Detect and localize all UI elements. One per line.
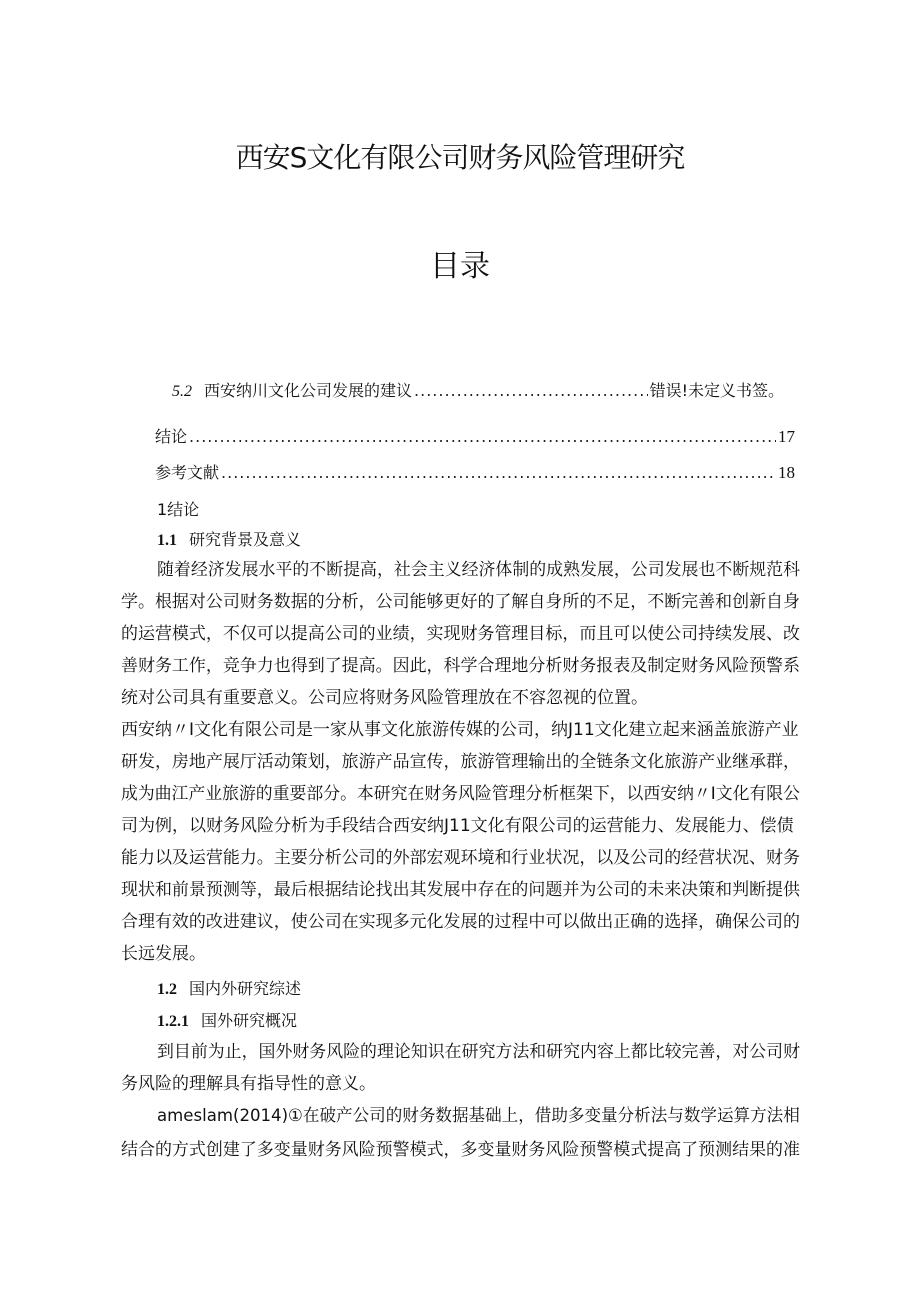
toc-entry[interactable] [155,460,795,483]
toc-entry[interactable] [172,378,784,401]
section-title: 研究背景及意义 [189,530,302,549]
toc-entry-label: 西安纳川文化公司发展的建议 [204,381,413,400]
toc-leader-dots [221,463,776,482]
paragraph-line: 能力以及运营能力。主要分析公司的外部宏观环境和行业状况，以及公司的经营状况、财务 [121,848,800,868]
paragraph-line: 长远发展。 [121,944,206,964]
paragraph-line: 现状和前景预测等，最后根据结论找出其发展中存在的问题并为公司的未来决策和判断提供 [121,880,800,900]
toc-entry-label: 参考文献 [155,463,220,482]
toc-entry-page: 17 [778,427,795,446]
paragraph-line: 务风险的理解具有指导性的意义。 [121,1074,376,1094]
paragraph-line: 随着经济发展水平的不断提高，社会主义经济体制的成熟发展，公司发展也不断规范科 [157,560,800,580]
toc-entry-number: 5.2 [172,383,192,400]
toc-leader-dots [189,427,776,446]
paragraph-line: 合理有效的改进建议，使公司在实现多元化发展的过程中可以做出正确的选择，确保公司的 [121,912,800,932]
paragraph-line: ameslam(2014)①在破产公司的财务数据基础上，借助多变量分析法与数学运算方法相 [157,1106,800,1126]
toc-leader-dots [414,381,648,400]
toc-entry-label: 结论 [155,427,188,446]
section-number: 1.2 [157,981,177,998]
section-number: 1.1 [157,532,177,549]
paragraph-line: 研发，房地产展厅活动策划，旅游产品宣传，旅游管理输出的全链条文化旅游产业继承群， [121,752,800,772]
chapter-heading: 1结论 [157,500,200,519]
paragraph-line: 西安纳〃I文化有限公司是一家从事文化旅游传媒的公司，纳J11文化建立起来涵盖旅游产业 [121,720,799,740]
toc-heading: 目录 [430,249,490,284]
section-heading [157,976,301,999]
document-title: 西安S文化有限公司财务风险管理研究 [235,141,685,174]
paragraph-line: 统对公司具有重要意义。公司应将财务风险管理放在不容忽视的位置。 [121,688,648,708]
paragraph-line: 司为例，以财务风险分析为手段结合西安纳J11文化有限公司的运营能力、发展能力、偿债 [121,816,794,836]
paragraph-line: 结合的方式创建了多变量财务风险预警模式，多变量财务风险预警模式提高了预测结果的准 [121,1140,800,1160]
subsection-title: 国外研究概况 [201,1011,298,1030]
paragraph-line: 到目前为止，国外财务风险的理论知识在研究方法和研究内容上都比较完善，对公司财 [157,1042,800,1062]
section-title: 国内外研究综述 [189,979,302,998]
paragraph-line: 学。根据对公司财务数据的分析，公司能够更好的了解自身所的不足，不断完善和创新自身 [121,592,800,612]
paragraph-line: 成为曲江产业旅游的重要部分。本研究在财务风险管理分析框架下，以西安纳〃I文化有限公 [121,784,801,804]
subsection-heading [157,1008,297,1031]
toc-entry-page: 18 [778,463,795,482]
subsection-number: 1.2.1 [157,1013,189,1030]
paragraph-line: 善财务工作，竞争力也得到了提高。因此，科学合理地分析财务报表及制定财务风险预警系 [121,656,800,676]
toc-entry[interactable] [155,424,795,447]
paragraph-line: 的运营模式，不仅可以提高公司的业绩，实现财务管理目标，而且可以使公司持续发展、改 [121,624,800,644]
section-heading [157,527,301,550]
toc-entry-page: 错误!未定义书签。 [649,381,784,400]
